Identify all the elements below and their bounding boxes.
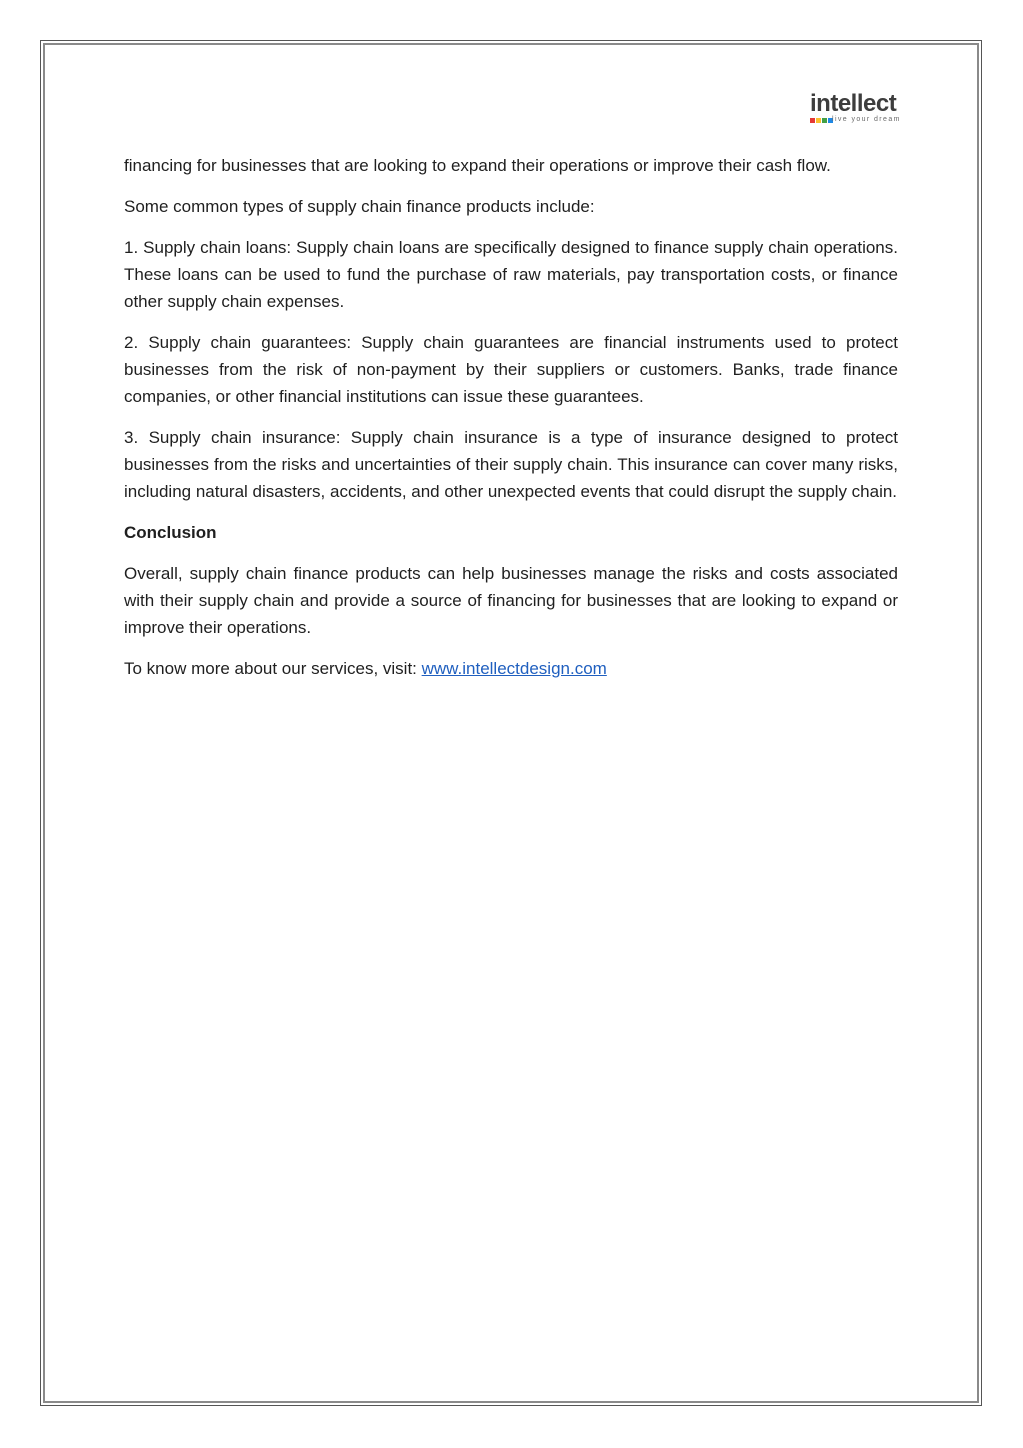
logo-dot-green (822, 118, 827, 123)
cta-prefix: To know more about our services, visit: (124, 659, 422, 678)
paragraph-supply-chain-loans: 1. Supply chain loans: Supply chain loans are specifically designed to finance supply chain operations. These loans can be used to fund the purchase of raw materials, pay transportation costs, or finance other supply chain expenses. (124, 238, 898, 311)
logo-dot-red (810, 118, 815, 123)
paragraph-financing-intro: financing for businesses that are looking to expand their operations or improve their cash flow. (124, 156, 831, 175)
intellect-logo (810, 90, 901, 126)
paragraph-supply-chain-insurance: 3. Supply chain insurance: Supply chain insurance is a type of insurance designed to protect businesses from the risks and uncertainties of their supply chain. This insurance can cover many risks, including natural disasters, accidents, and other unexpected events that could disrupt the supply chain. (124, 428, 898, 501)
logo-color-dots (810, 118, 833, 123)
conclusion-paragraph: Overall, supply chain finance products can help businesses manage the risks and costs associated with their supply chain and provide a source of financing for businesses that are looking to expand or improve their operations. (124, 564, 898, 637)
logo-dot-yellow (816, 118, 821, 123)
cta-paragraph (124, 655, 898, 682)
website-link[interactable]: www.intellectdesign.com (421, 659, 607, 678)
document-body (124, 152, 898, 696)
conclusion-heading: Conclusion (124, 523, 217, 542)
logo-tagline: live your dream (832, 116, 901, 123)
paragraph-types-intro: Some common types of supply chain finance products include: (124, 197, 595, 216)
paragraph-supply-chain-guarantees: 2. Supply chain guarantees: Supply chain guarantees are financial instruments used to protect businesses from the risk of non-payment by their suppliers or customers. Banks, trade finance companies, or other financial institutions can issue these guarantees. (124, 333, 898, 406)
logo-wordmark: intellect (810, 90, 897, 117)
